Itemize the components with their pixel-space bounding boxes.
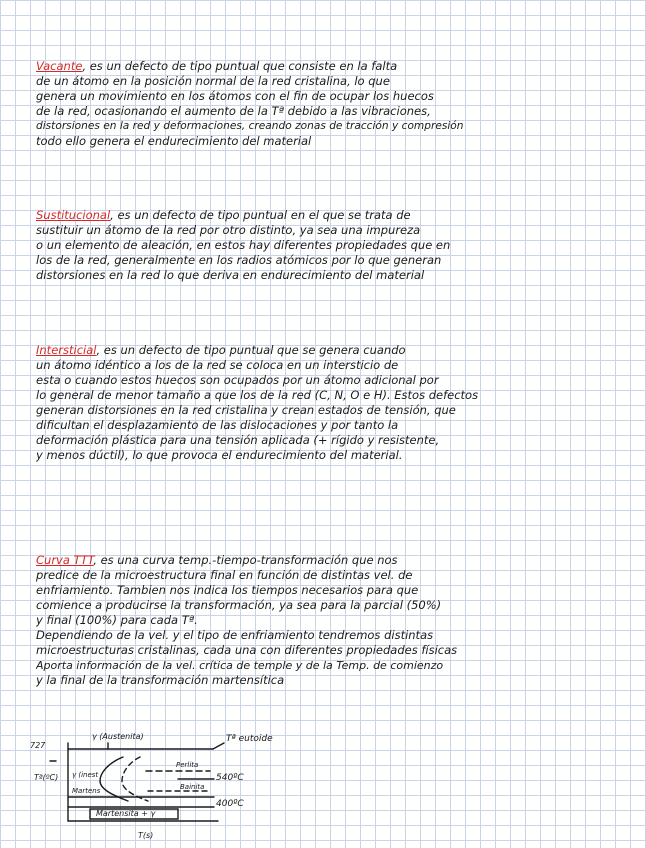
section-line: comience a producirse la transformación, ya sea para la parcial (50%) <box>36 598 442 612</box>
bainita-label: Bainita <box>180 783 205 791</box>
section-line: Dependiendo de la vel. y el tipo de enfriamiento tendremos distintas <box>36 628 434 642</box>
section-line: microestructuras cristalinas, cada una con diferentes propiedades físicas <box>36 643 458 657</box>
section-title: Curva TTT <box>36 553 94 567</box>
section-line: de la red, ocasionando el aumento de la Tª debido a las vibraciones, <box>36 104 431 118</box>
section-line: distorsiones en la red y deformaciones, creando zonas de tracción y compresión <box>36 120 464 132</box>
section-line: Intersticial, es un defecto de tipo puntual que se genera cuando <box>36 343 406 357</box>
section-line: predice de la microestructura final en función de distintas vel. de <box>36 568 413 582</box>
section-line: lo general de menor tamaño a que los de la red (C, N, O e H). Estos defectos <box>36 388 479 402</box>
section-line: Sustitucional, es un defecto de tipo puntual en el que se trata de <box>36 208 411 222</box>
inestable-label: γ (inest <box>72 771 99 779</box>
section-line: todo ello genera el endurecimiento del material <box>36 134 312 148</box>
start-curve <box>100 757 128 801</box>
section-sustitucional <box>36 208 640 283</box>
section-line: o un elemento de aleación, en estos hay diferentes propiedades que en <box>36 238 451 252</box>
section-line: dificultan el desplazamiento de las dislocaciones y por tanto la <box>36 418 399 432</box>
section-line: y final (100%) para cada Tª. <box>36 613 198 627</box>
austenita-label: γ (Austenita) <box>92 732 144 741</box>
section-line: genera un movimiento en los átomos con el fin de ocupar los huecos <box>36 89 434 103</box>
y-tick-727: 727 <box>30 741 46 750</box>
section-line: un átomo idéntico a los de la red se coloca en un intersticio de <box>36 358 399 372</box>
section-intersticial <box>36 343 640 463</box>
section-line: de un átomo en la posición normal de la red cristalina, lo que <box>36 74 390 88</box>
martensita-small-label: Martens <box>72 787 101 795</box>
perlita-label: Perlita <box>176 761 199 769</box>
section-line: generan distorsiones en la red cristalina y crean estados de tensión, que <box>36 403 456 417</box>
section-title: Vacante <box>36 59 83 73</box>
section-line: Curva TTT, es una curva temp.-tiempo-transformación que nos <box>36 553 398 567</box>
section-line: distorsiones en la red lo que deriva en endurecimiento del material <box>36 268 425 282</box>
ttt-diagram <box>28 732 358 845</box>
eutectoid-label: Tª eutoide <box>226 734 273 744</box>
section-line: y la final de la transformación martensítica <box>36 673 285 687</box>
end-curve <box>122 757 148 801</box>
section-line: deformación plástica para una tensión aplicada (+ rígido y resistente, <box>36 433 440 447</box>
section-title: Sustitucional <box>36 208 111 222</box>
section-line: enfriamiento. Tambien nos indica los tiempos necesarios para que <box>36 583 419 597</box>
section-line: esta o cuando estos huecos son ocupados por un átomo adicional por <box>36 373 439 387</box>
temp-400-label: 400ºC <box>216 799 244 809</box>
section-line: sustituir un átomo de la red por otro distinto, ya sea una impureza <box>36 223 421 237</box>
section-vacante <box>36 59 640 149</box>
section-line: y menos dúctil), lo que provoca el endurecimiento del material. <box>36 448 403 462</box>
section-curva-ttt <box>36 553 640 688</box>
section-line: los de la red, generalmente en los radios atómicos por lo que generan <box>36 253 442 267</box>
y-axis-label: Tª(ºC) <box>34 773 59 782</box>
x-axis-label: T(s) <box>138 831 154 840</box>
section-title: Intersticial <box>36 343 97 357</box>
temp-540-label: 540ºC <box>216 773 244 783</box>
eutectoid-pointer <box>213 743 224 749</box>
section-line: Aporta información de la vel. crítica de temple y de la Temp. de comienzo <box>36 659 444 672</box>
section-line: Vacante, es un defecto de tipo puntual que consiste en la falta <box>36 59 398 73</box>
martensita-gamma-label: Martensita + γ <box>96 809 156 818</box>
